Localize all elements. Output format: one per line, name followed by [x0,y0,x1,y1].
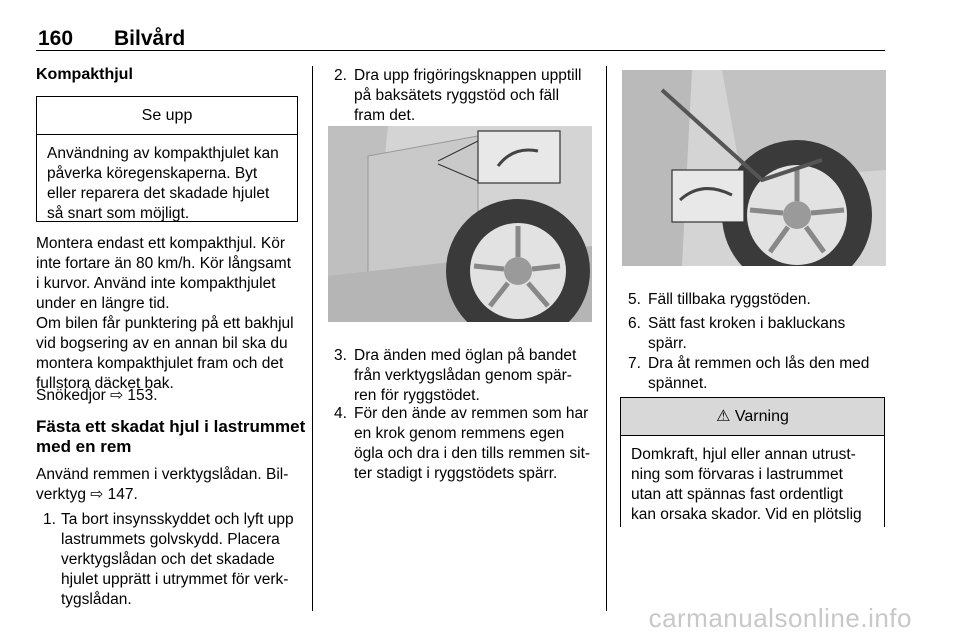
header-rule [36,50,885,51]
step-line: fram det. [354,107,416,124]
warning-line: Domkraft, hjul eller annan utrust- [631,446,856,463]
warning-header [621,398,884,436]
step-line: tygslådan. [61,591,132,608]
warning-line: kan orsaka skador. Vid en plötslig [631,506,862,523]
heading-line: Fästa ett skadat hjul i lastrummet [36,417,306,436]
text-line: fullstora däcket bak. [36,375,174,392]
warning-title: Varning [734,408,789,425]
reference-text: verktyg [36,486,86,503]
text-line: Montera endast ett kompakthjul. Kör [36,235,285,252]
paragraph-compact-wheel [36,234,302,314]
step-line: lastrummets golvskydd. Placera [61,531,280,548]
text-line: Om bilen får punktering på ett bakhjul [36,315,294,332]
step-line: Dra åt remmen och lås den med [648,355,870,372]
step-line: på baksätets ryggstöd och fäll [354,87,560,104]
illustration-strap-hook [622,70,886,266]
caution-line: påverka köregenskaperna. Byt [47,165,258,182]
step-line: hjulet upprätt i utrymmet för verk- [61,571,289,588]
step-number: 6. [628,315,641,332]
page-ref-arrow-icon: ⇨ [90,486,104,503]
step-line: ter stadigt i ryggstödets spärr. [354,465,558,482]
step-number: 7. [628,355,641,372]
text-line: i kurvor. Använd inte kompakthjulet [36,275,276,292]
step-line: Sätt fast kroken i bakluckans [648,315,846,332]
step-line: ögla och dra i den tills remmen sit- [354,445,591,462]
text-line: montera kompakthjulet fram och det [36,355,284,372]
step-line: Ta bort insynsskyddet och lyft upp [61,511,294,528]
caution-box [36,96,298,222]
text-line: inte fortare än 80 km/h. Kör långsamt [36,255,292,272]
caution-title: Se upp [37,97,297,135]
chapter-title: Bilvård [114,27,186,50]
watermark: carmanualsonline.info [648,603,912,633]
page-ref-number: 153. [127,387,158,404]
step-line: ren för ryggstödet. [354,387,480,404]
reference-text: Snökedjor [36,387,106,404]
paragraph-puncture [36,314,302,394]
step-number: 3. [334,347,347,364]
paragraph-strap [36,465,302,505]
step-line: Dra upp frigöringsknappen upptill [354,67,582,84]
caution-body [37,135,297,224]
text-line: vid bogsering av en annan bil ska du [36,335,288,352]
snow-chains-reference[interactable] [36,386,158,406]
warning-line: ning som förvaras i lastrummet [631,466,843,483]
page-ref-number: 147. [107,486,138,503]
warning-body [621,436,884,525]
caution-line: Användning av kompakthjulet kan [47,145,279,162]
step-line: Fäll tillbaka ryggstöden. [648,291,811,308]
caution-line: så snart som möjligt. [47,205,190,222]
illustration-seat-release [328,126,592,322]
step-number: 1. [43,511,56,528]
step-line: verktygslådan och det skadade [61,551,275,568]
text-line: under en längre tid. [36,295,170,312]
step-number: 5. [628,291,641,308]
warning-line: utan att spännas fast ordentligt [631,486,843,503]
step-line: spärr. [648,335,687,352]
subsection-heading [36,417,305,457]
section-title: Kompakthjul [36,66,133,83]
step-number: 2. [334,67,347,84]
column-divider-2 [606,66,607,611]
tools-reference[interactable] [36,485,302,505]
step-line: För den ände av remmen som har [354,405,589,422]
text-line: Använd remmen i verktygslådan. Bil- [36,466,289,483]
page-ref-arrow-icon: ⇨ [110,387,124,404]
step-line: spännet. [648,375,708,392]
warning-icon: ⚠ [716,408,731,425]
page-number: 160 [38,27,74,50]
step-number: 4. [334,405,347,422]
step-line: en krok genom remmens egen [354,425,565,442]
column-divider-1 [312,66,313,611]
step-line: från verktygslådan genom spär- [354,367,572,384]
caution-line: eller reparera det skadade hjulet [47,185,270,202]
step-line: Dra änden med öglan på bandet [354,347,577,364]
heading-line: med en rem [36,437,132,456]
warning-box [620,397,885,527]
